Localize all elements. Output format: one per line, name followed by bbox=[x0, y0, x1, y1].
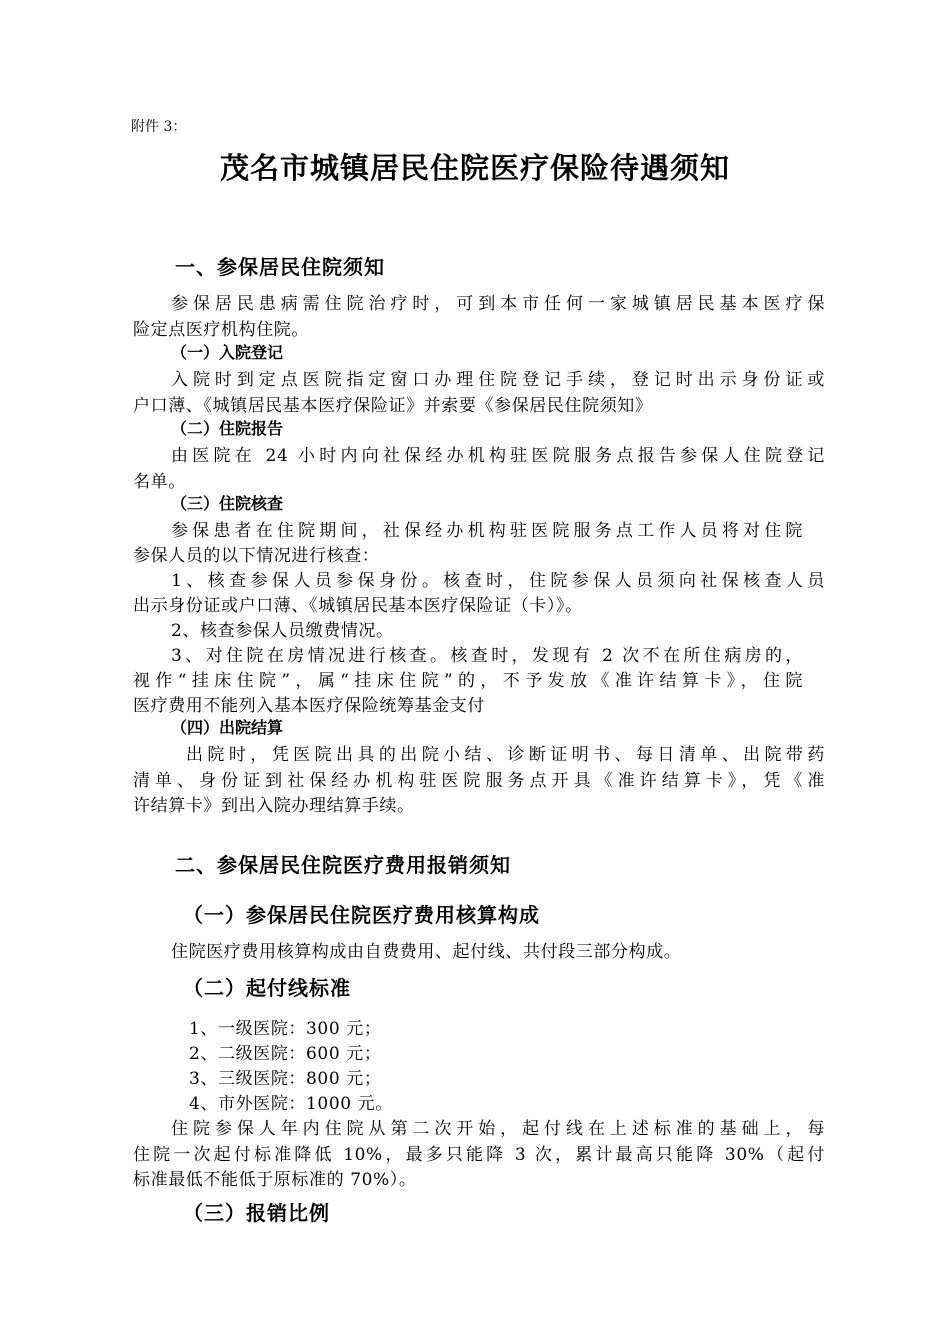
deductible-item-4: 4、市外医院：1000 元。 bbox=[189, 1094, 393, 1114]
cost-composition-line: 住院医疗费用核算构成由自费费用、起付线、共付段三部分构成。 bbox=[171, 942, 682, 962]
deductible-line-2: 住院一次起付标准降低 10%，最多只能降 3 次，累计最高只能降 30%（起付 bbox=[133, 1145, 825, 1165]
report-line-1: 由医院在 24 小时内向社保经办机构驻医院服务点报告参保人住院登记 bbox=[171, 446, 825, 466]
deductible-line-1: 住院参保人年内住院从第二次开始，起付线在上述标准的基础上，每 bbox=[171, 1119, 825, 1139]
section2-heading: 二、参保居民住院医疗费用报销须知 bbox=[175, 853, 511, 877]
deductible-line-3: 标准最低不能低于原标准的 70%）。 bbox=[133, 1170, 417, 1190]
sub-heading-reimbursement-ratio: （三）报销比例 bbox=[183, 1201, 330, 1225]
section1-intro-line-2: 险定点医疗机构住院。 bbox=[133, 320, 309, 340]
admission-line-1: 入院时到定点医院指定窗口办理住院登记手续，登记时出示身份证或 bbox=[171, 370, 825, 390]
sub-heading-cost-composition: （一）参保居民住院医疗费用核算构成 bbox=[183, 903, 540, 927]
sub-heading-discharge: （四）出院结算 bbox=[171, 718, 284, 737]
report-line-2: 名单。 bbox=[133, 472, 186, 492]
sub-heading-admission: （一）入院登记 bbox=[171, 343, 284, 362]
deductible-item-3: 3、三级医院：800 元； bbox=[189, 1069, 382, 1089]
sub-heading-verification: （三）住院核查 bbox=[171, 494, 284, 513]
verification-line-6: 3、对住院在房情况进行核查。核查时，发现有 2 次不在所住病房的， bbox=[171, 646, 803, 666]
discharge-line-2: 清单、身份证到社保经办机构驻医院服务点开具《准许结算卡》，凭《准 bbox=[133, 771, 825, 791]
verification-line-5: 2、核查参保人员缴费情况。 bbox=[171, 621, 394, 641]
verification-line-3: 1、核查参保人员参保身份。核查时，住院参保人员须向社保核查人员 bbox=[171, 571, 825, 591]
admission-line-2: 户口薄、《城镇居民基本医疗保险证》并索要《参保居民住院须知》 bbox=[133, 396, 653, 416]
verification-line-8: 医疗费用不能列入基本医疗保险统筹基金支付 bbox=[133, 696, 485, 716]
verification-line-7: 视作“挂床住院”，属“挂床住院”的，不予发放《准许结算卡》，住院 bbox=[133, 671, 803, 691]
annex-label: 附件 3： bbox=[131, 119, 187, 135]
sub-heading-deductible: （二）起付线标准 bbox=[183, 976, 351, 1000]
verification-line-4: 出示身份证或户口薄、《城镇居民基本医疗保险证（卡）》。 bbox=[133, 596, 583, 616]
deductible-item-2: 2、二级医院：600 元； bbox=[189, 1044, 382, 1064]
discharge-line-3: 许结算卡》到出入院办理结算手续。 bbox=[133, 796, 415, 816]
section1-intro-line-1: 参保居民患病需住院治疗时，可到本市任何一家城镇居民基本医疗保 bbox=[171, 294, 825, 314]
discharge-line-1: 出院时，凭医院出具的出院小结、诊断证明书、每日清单、出院带药 bbox=[186, 745, 825, 765]
verification-line-1: 参保患者在住院期间，社保经办机构驻医院服务点工作人员将对住院 bbox=[171, 521, 803, 541]
document-title: 茂名市城镇居民住院医疗保险待遇须知 bbox=[219, 151, 730, 185]
verification-line-2: 参保人员的以下情况进行核查： bbox=[133, 546, 380, 566]
section1-heading: 一、参保居民住院须知 bbox=[175, 255, 385, 279]
deductible-item-1: 1、一级医院：300 元； bbox=[189, 1019, 382, 1039]
sub-heading-report: （二）住院报告 bbox=[171, 419, 284, 438]
